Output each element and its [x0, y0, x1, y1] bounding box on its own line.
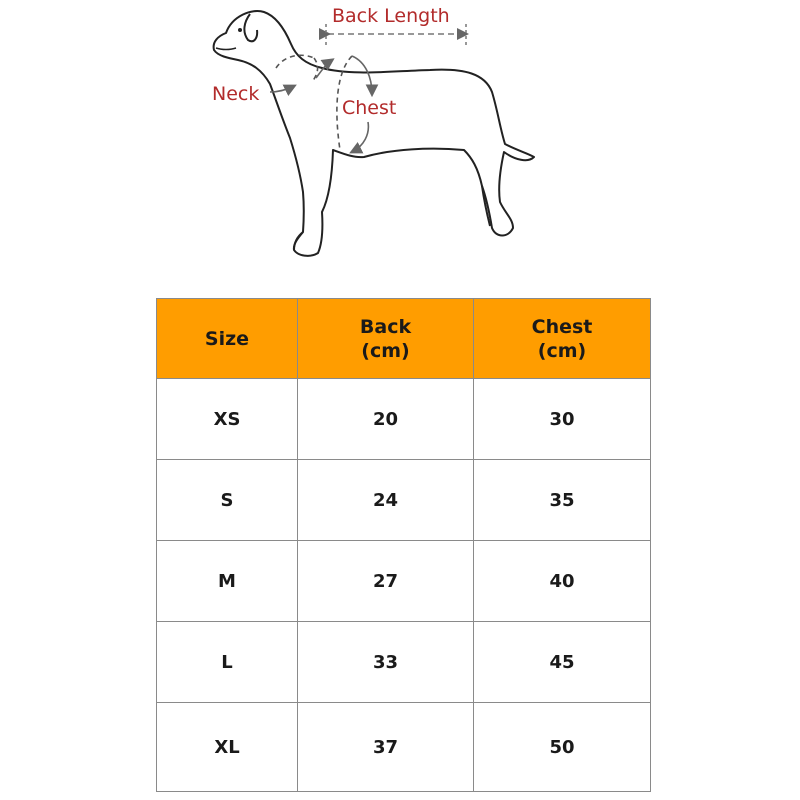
chest-label: Chest [342, 97, 397, 119]
header-chest [474, 299, 651, 379]
chest-cell: 40 [474, 541, 651, 622]
header-back-unit: (cm) [361, 339, 410, 362]
back-cell: 20 [298, 379, 474, 460]
size-cell: XS [157, 379, 298, 460]
back-cell: 33 [298, 622, 474, 703]
size-cell: M [157, 541, 298, 622]
back-length-label: Back Length [332, 5, 450, 27]
dog-outline [214, 11, 534, 256]
table-row [157, 460, 651, 541]
back-cell: 24 [298, 460, 474, 541]
table-row [157, 541, 651, 622]
chest-cell: 35 [474, 460, 651, 541]
header-size: Size [157, 299, 298, 379]
header-chest-title: Chest [531, 315, 593, 338]
chest-cell: 30 [474, 379, 651, 460]
back-cell: 27 [298, 541, 474, 622]
back-cell: 37 [298, 703, 474, 792]
size-cell: S [157, 460, 298, 541]
chest-cell: 45 [474, 622, 651, 703]
neck-label: Neck [212, 83, 260, 105]
size-chart-header-row [157, 299, 651, 379]
table-row [157, 379, 651, 460]
chest-cell: 50 [474, 703, 651, 792]
table-row [157, 622, 651, 703]
size-chart-table [156, 298, 651, 792]
header-back-title: Back [359, 315, 412, 338]
header-back [298, 299, 474, 379]
size-cell: XL [157, 703, 298, 792]
header-chest-unit: (cm) [537, 339, 587, 362]
dog-eye [238, 28, 242, 32]
dog-measurement-diagram [0, 0, 800, 290]
table-row [157, 703, 651, 792]
size-cell: L [157, 622, 298, 703]
